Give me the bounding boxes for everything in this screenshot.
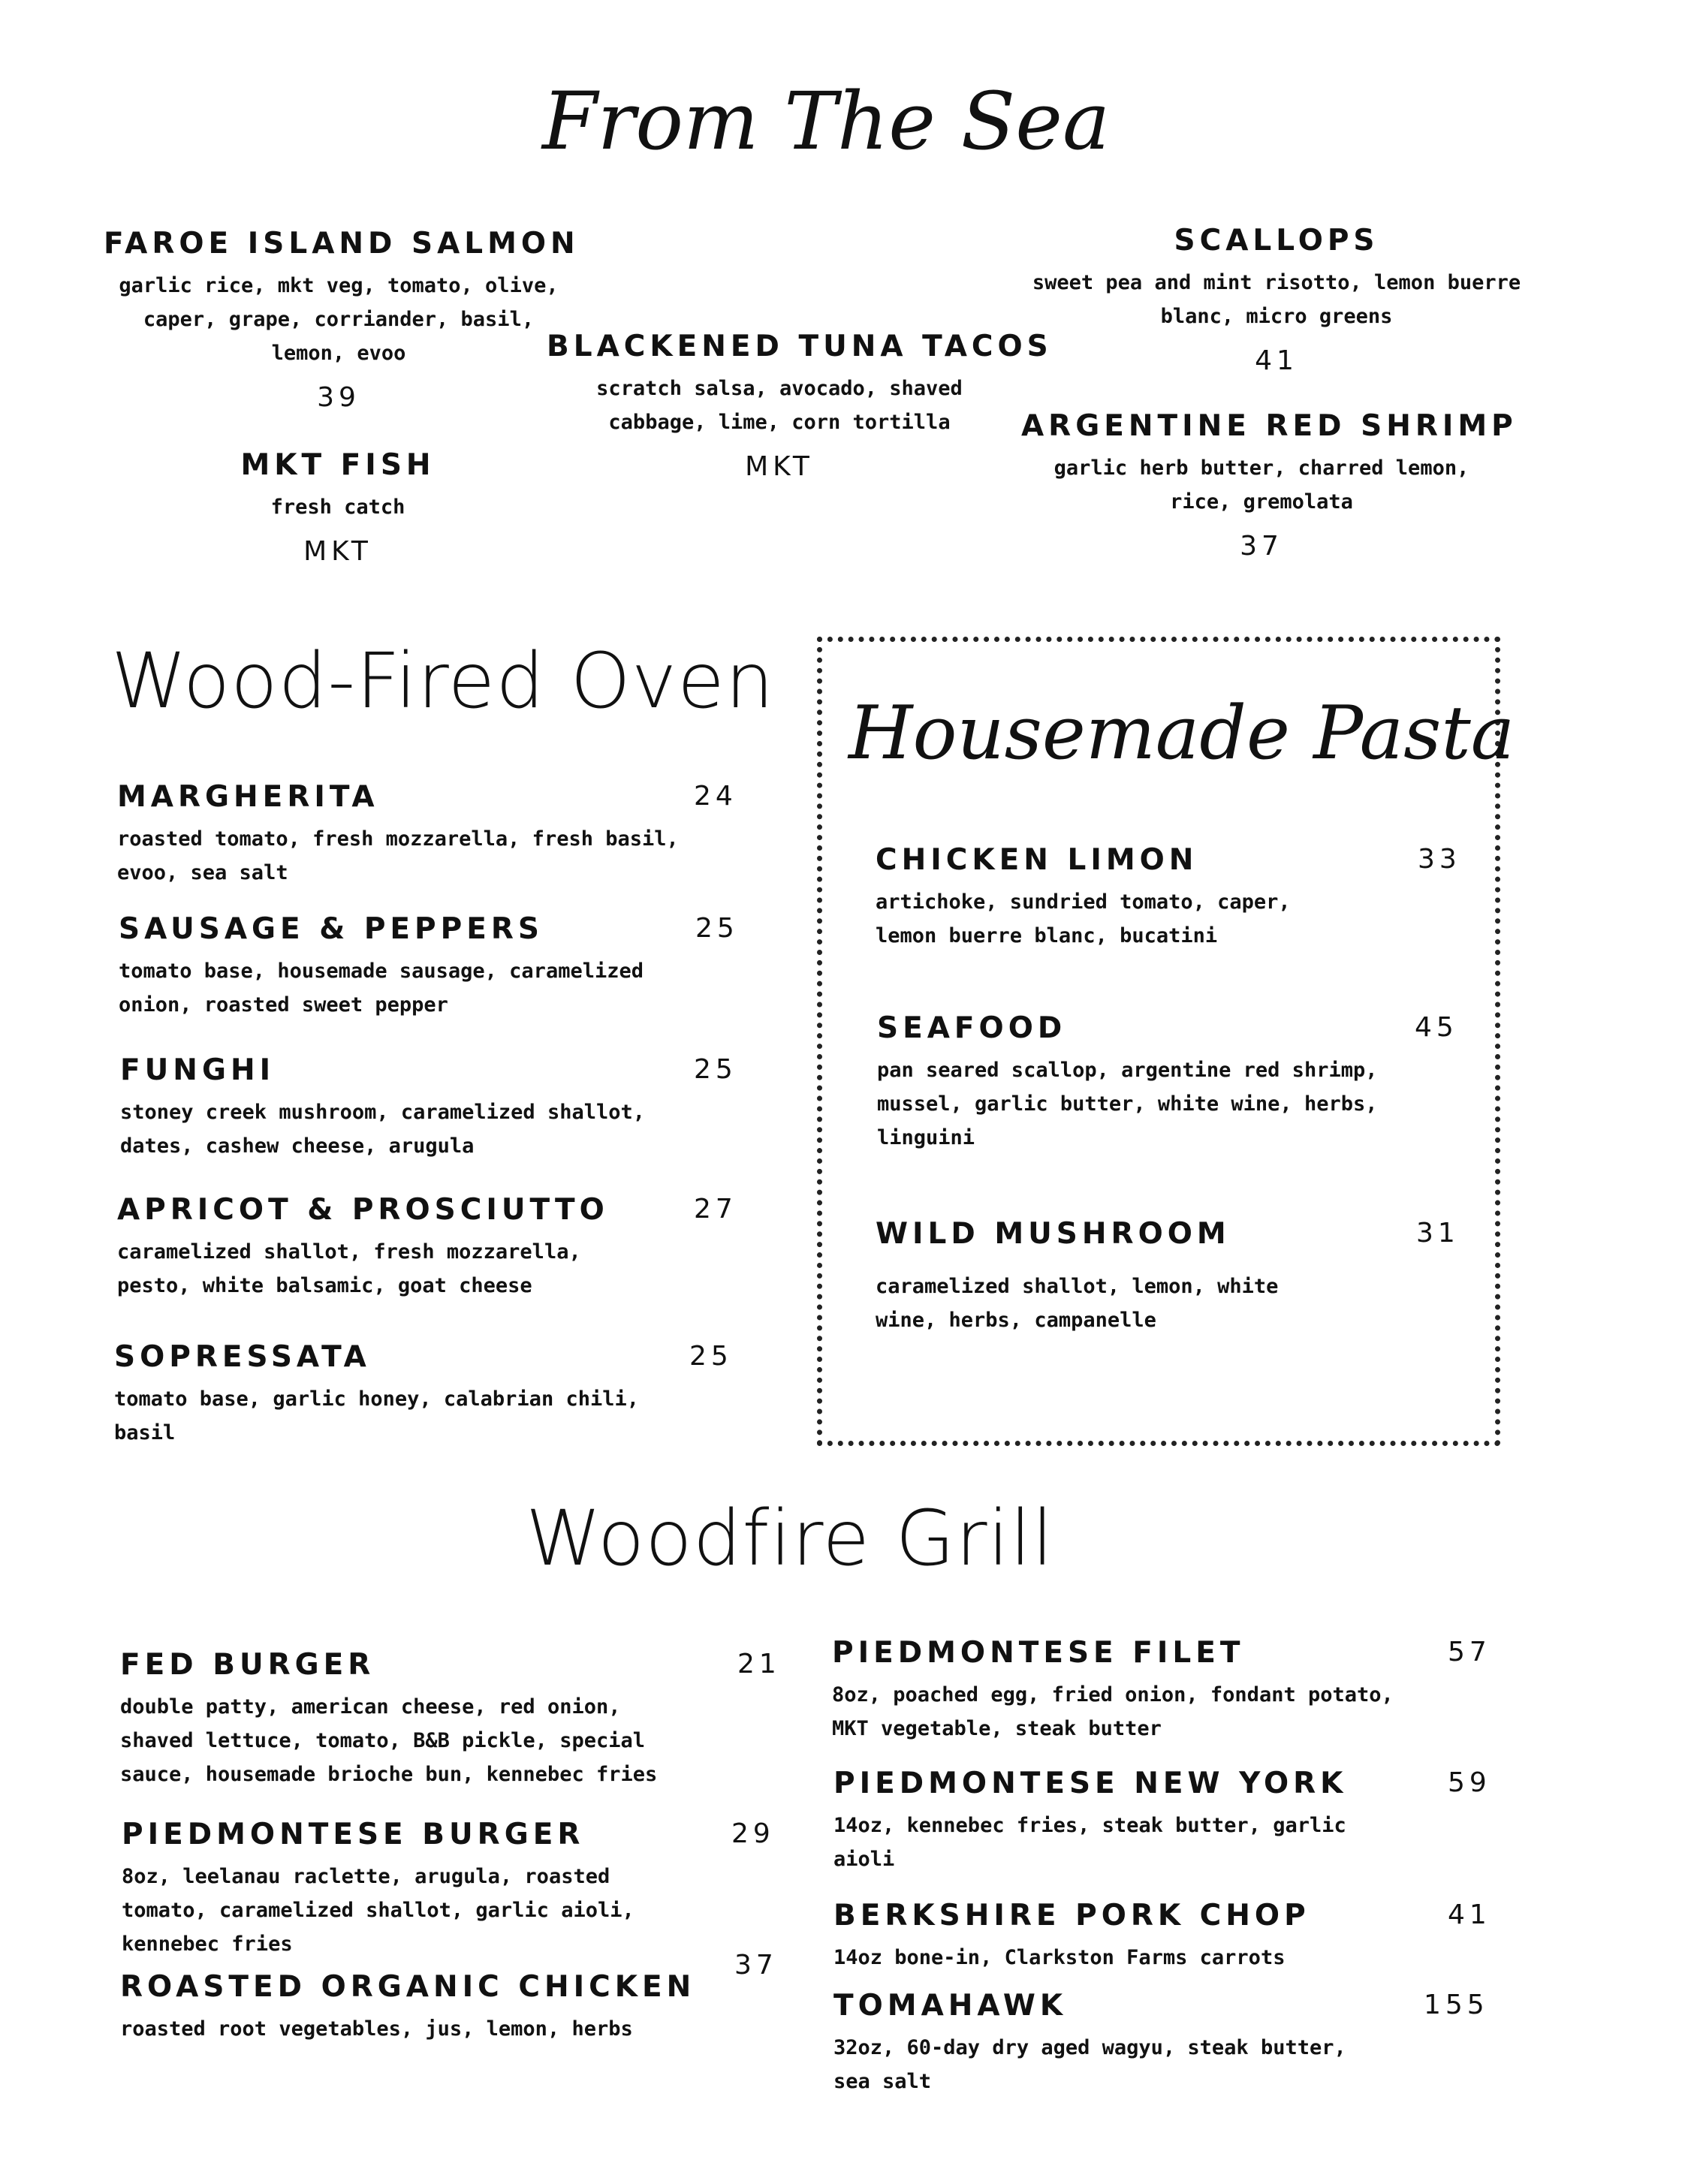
item-price: 24 [694, 781, 737, 812]
item-name: SEAFOOD [877, 1011, 1067, 1045]
item-price: MKT [745, 450, 814, 482]
item-name: MARGHERITA [117, 780, 379, 814]
item-description: pan seared scallop, argentine red shrimp, mussel, garlic butter, white wine, herbs, linguini [877, 1058, 1378, 1149]
item-price: 41 [1255, 345, 1298, 376]
menu-item-roasted-organic-chicken [120, 1950, 796, 2046]
item-description: scratch salsa, avocado, shaved cabbage, lime, corn tortilla [596, 376, 963, 434]
item-description: 8oz, leelanau raclette, arugula, roasted tomato, caramelized shallot, garlic aioli, kennebec fries [122, 1864, 635, 1956]
item-name: PIEDMONTESE FILET [832, 1636, 1245, 1670]
item-description: tomato base, housemade sausage, caramelized onion, roasted sweet pepper [119, 959, 644, 1017]
item-price: 57 [1448, 1637, 1491, 1667]
item-name: MKT FISH [240, 448, 436, 482]
menu-item-argentine-red-shrimp [1021, 409, 1518, 562]
item-name: ROASTED ORGANIC CHICKEN [120, 1970, 696, 2004]
item-price: 155 [1424, 1990, 1489, 2020]
menu-item-scallops [1029, 224, 1524, 376]
menu-item-sausage-peppers [119, 913, 742, 1022]
item-description: sweet pea and mint risotto, lemon buerre blanc, micro greens [1032, 270, 1521, 328]
item-name: PIEDMONTESE NEW YORK [833, 1767, 1348, 1800]
item-name: BERKSHIRE PORK CHOP [833, 1899, 1310, 1932]
menu-item-chicken-limon [876, 844, 1469, 953]
item-name: BLACKENED TUNA TACOS [547, 330, 1053, 363]
item-description: 8oz, poached egg, fried onion, fondant potato, MKT vegetable, steak butter [832, 1682, 1394, 1740]
item-name: APRICOT & PROSCIUTTO [117, 1193, 609, 1227]
item-name: SOPRESSATA [114, 1340, 371, 1374]
item-price: 25 [694, 1054, 737, 1085]
item-description: fresh catch [270, 495, 405, 519]
item-price: 29 [731, 1818, 775, 1849]
menu-item-piedmontese-filet [832, 1637, 1508, 1746]
item-name: FED BURGER [120, 1648, 375, 1682]
item-price: 37 [734, 1950, 778, 1981]
item-name: SAUSAGE & PEPPERS [119, 912, 544, 946]
item-price: MKT [303, 535, 372, 567]
item-description: 32oz, 60-day dry aged wagyu, steak butter, sea salt [833, 2035, 1346, 2093]
section-title-from-the-sea: From The Sea [542, 75, 1111, 167]
item-description: caramelized shallot, lemon, white wine, herbs, campanelle [876, 1274, 1279, 1332]
item-price: 31 [1416, 1218, 1460, 1249]
item-price: 33 [1418, 844, 1461, 875]
item-price: 37 [1240, 530, 1283, 562]
item-price: 41 [1448, 1899, 1491, 1930]
section-title-wood-fired-oven: Wood-Fired Oven [111, 637, 775, 726]
item-name: WILD MUSHROOM [876, 1217, 1231, 1251]
item-description: double patty, american cheese, red onion, shaved lettuce, tomato, B&B pickle, special sauce, housemade brioche bun, kennebec fries [120, 1694, 658, 1786]
item-name: PIEDMONTESE BURGER [122, 1818, 585, 1851]
item-description: caramelized shallot, fresh mozzarella, pesto, white balsamic, goat cheese [117, 1240, 581, 1297]
item-price: 25 [689, 1341, 733, 1372]
item-price: 21 [737, 1649, 781, 1679]
item-price: 27 [694, 1194, 737, 1225]
item-price: 25 [695, 913, 739, 944]
menu-item-tomahawk [833, 1990, 1509, 2098]
section-title-housemade-pasta: Housemade Pasta [849, 691, 1515, 776]
item-description: 14oz, kennebec fries, steak butter, garlic aioli [833, 1813, 1346, 1871]
item-name: FUNGHI [120, 1053, 276, 1087]
item-price: 59 [1448, 1767, 1491, 1798]
item-description: 14oz bone-in, Clarkston Farms carrots [833, 1945, 1286, 1969]
item-description: garlic rice, mkt veg, tomato, olive, caper, grape, corriander, basil, lemon, evoo [119, 273, 559, 365]
item-price: 45 [1415, 1012, 1458, 1043]
menu-item-funghi [120, 1054, 743, 1163]
menu-item-wild-mushroom [876, 1218, 1469, 1337]
item-description: garlic herb butter, charred lemon, rice, gremolata [1053, 456, 1469, 514]
menu-item-mkt-fish [188, 449, 488, 567]
item-name: CHICKEN LIMON [876, 843, 1198, 877]
menu-item-piedmontese-new-york [833, 1767, 1509, 1876]
menu-item-margherita [117, 781, 740, 890]
menu-item-apricot-prosciutto [117, 1194, 740, 1303]
menu-item-berkshire-pork-chop [833, 1899, 1509, 1975]
item-price: 39 [317, 381, 360, 413]
section-title-woodfire-grill: Woodfire Grill [526, 1494, 1054, 1583]
item-description: tomato base, garlic honey, calabrian chili, basil [114, 1387, 639, 1444]
item-description: stoney creek mushroom, caramelized shallot, dates, cashew cheese, arugula [120, 1100, 645, 1158]
item-name: SCALLOPS [1174, 224, 1379, 258]
menu-item-seafood [877, 1012, 1470, 1155]
menu-item-piedmontese-burger [122, 1818, 797, 1961]
menu-item-faroe-island-salmon [104, 227, 580, 413]
item-name: FAROE ISLAND SALMON [104, 227, 580, 261]
menu-item-fed-burger [120, 1649, 796, 1791]
item-name: TOMAHAWK [833, 1989, 1068, 2023]
item-description: roasted root vegetables, jus, lemon, herbs [120, 2017, 633, 2041]
menu-item-blackened-tuna-tacos [547, 330, 1053, 482]
item-description: roasted tomato, fresh mozzarella, fresh basil, evoo, sea salt [117, 827, 679, 884]
item-description: artichoke, sundried tomato, caper, lemon buerre blanc, bucatini [876, 890, 1291, 947]
item-name: ARGENTINE RED SHRIMP [1021, 409, 1518, 443]
menu-item-sopressata [114, 1341, 737, 1450]
